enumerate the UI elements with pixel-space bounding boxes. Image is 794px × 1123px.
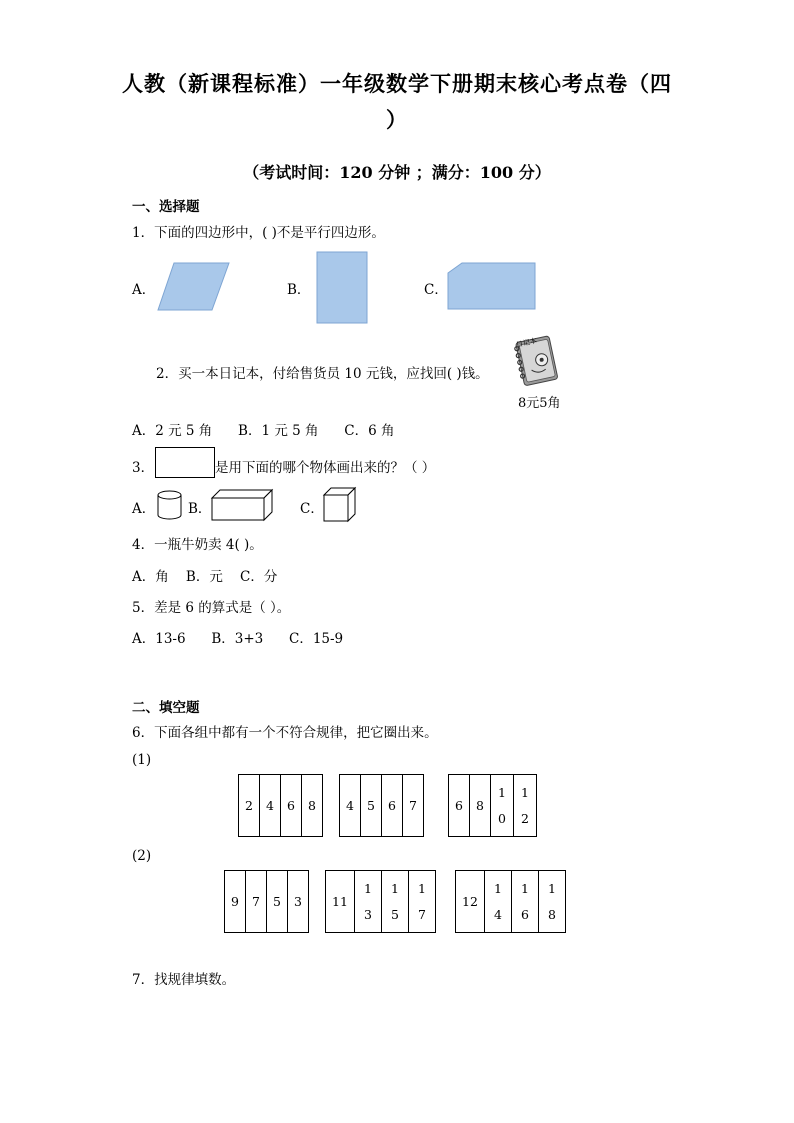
number-digit: 8	[548, 906, 556, 922]
cube-icon	[322, 486, 358, 524]
q1-option-b-label: B．	[287, 282, 311, 298]
number-digit: 1	[521, 880, 529, 896]
number-cell: 6	[281, 775, 302, 837]
number-cell: 2	[239, 775, 260, 837]
number-group-1a	[238, 774, 323, 837]
q3-option-a-label: A．	[132, 501, 156, 517]
number-digit: 5	[391, 906, 399, 922]
number-cell: 7	[403, 775, 424, 837]
traced-rectangle	[155, 447, 215, 478]
question-3-number: 3．	[132, 460, 155, 476]
question-3-text: 是用下面的哪个物体画出来的？（ ）	[215, 460, 436, 476]
q3-option-b-label: B．	[188, 501, 212, 517]
number-cell: 4	[340, 775, 361, 837]
number-cell: 12	[456, 871, 485, 933]
number-digit: 1	[391, 880, 399, 896]
number-digit: 0	[498, 810, 506, 826]
number-group-1c	[448, 774, 537, 837]
question-2-text: 2．买一本日记本，付给售货员 10 元钱，应找回( )钱。	[156, 366, 489, 382]
number-cell	[491, 775, 514, 837]
title-line-2: ）	[386, 107, 408, 132]
exam-info: （考试时间：120 分钟 ；满分：100 分）	[243, 163, 551, 182]
number-digit: 2	[521, 810, 529, 826]
question-1-text: 1．下面的四边形中，( )不是平行四边形。	[132, 225, 385, 241]
question-5-options: A．13-6 B．3+3 C．15-9	[132, 631, 344, 647]
number-cell: 6	[382, 775, 403, 837]
number-group-2c	[455, 870, 566, 933]
number-cell: 11	[326, 871, 355, 933]
number-group-1b	[339, 774, 424, 837]
number-cell	[382, 871, 409, 933]
number-group-2b	[325, 870, 436, 933]
number-cell	[512, 871, 539, 933]
number-digit: 1	[548, 880, 556, 896]
number-cell	[355, 871, 382, 933]
question-2-options: A．2 元 5 角 B．1 元 5 角 C．6 角	[132, 423, 395, 439]
cut-corner-quadrilateral-shape	[446, 261, 537, 311]
number-digit: 1	[494, 880, 502, 896]
number-cell: 7	[246, 871, 267, 933]
page-title	[120, 66, 674, 138]
q6-part-1-label: (1)	[132, 752, 152, 768]
cuboid-icon	[209, 488, 275, 522]
number-cell: 4	[260, 775, 281, 837]
number-digit: 3	[364, 906, 372, 922]
cylinder-icon	[155, 489, 185, 521]
q1-option-a-label: A．	[132, 282, 156, 298]
section-heading-choice: 一、选择题	[132, 199, 200, 215]
number-cell	[409, 871, 436, 933]
number-digit: 6	[521, 906, 529, 922]
number-cell: 5	[361, 775, 382, 837]
q6-part-2-label: (2)	[132, 848, 152, 864]
number-digit: 1	[418, 880, 426, 896]
number-digit: 1	[498, 784, 506, 800]
number-cell	[485, 871, 512, 933]
question-6-text: 6．下面各组中都有一个不符合规律，把它圈出来。	[132, 725, 438, 741]
section-heading-fill: 二、填空题	[132, 700, 200, 716]
number-digit: 4	[494, 906, 502, 922]
question-7-text: 7．找规律填数。	[132, 972, 236, 988]
number-cell: 8	[470, 775, 491, 837]
number-cell: 3	[288, 871, 309, 933]
q3-option-c-label: C．	[300, 501, 324, 517]
notebook-cover-text: 日记本	[515, 336, 538, 350]
number-cell: 6	[449, 775, 470, 837]
number-cell	[514, 775, 537, 837]
number-group-2a	[224, 870, 309, 933]
question-4-text: 4．一瓶牛奶卖 4( )。	[132, 537, 263, 553]
question-5-text: 5．差是 6 的算式是（ ）。	[132, 600, 291, 616]
number-digit: 1	[521, 784, 529, 800]
number-cell: 5	[267, 871, 288, 933]
number-cell	[539, 871, 566, 933]
notebook-price: 8元5角	[518, 396, 561, 411]
title-line-1: 人教（新课程标准）一年级数学下册期末核心考点卷（四	[122, 71, 672, 96]
q1-option-c-label: C．	[424, 282, 448, 298]
number-cell: 8	[302, 775, 323, 837]
number-digit: 1	[364, 880, 372, 896]
question-4-options: A．角 B．元 C．分	[132, 569, 278, 585]
number-digit: 7	[418, 906, 426, 922]
number-cell: 9	[225, 871, 246, 933]
parallelogram-shape	[156, 260, 232, 314]
rectangle-shape	[316, 251, 369, 324]
